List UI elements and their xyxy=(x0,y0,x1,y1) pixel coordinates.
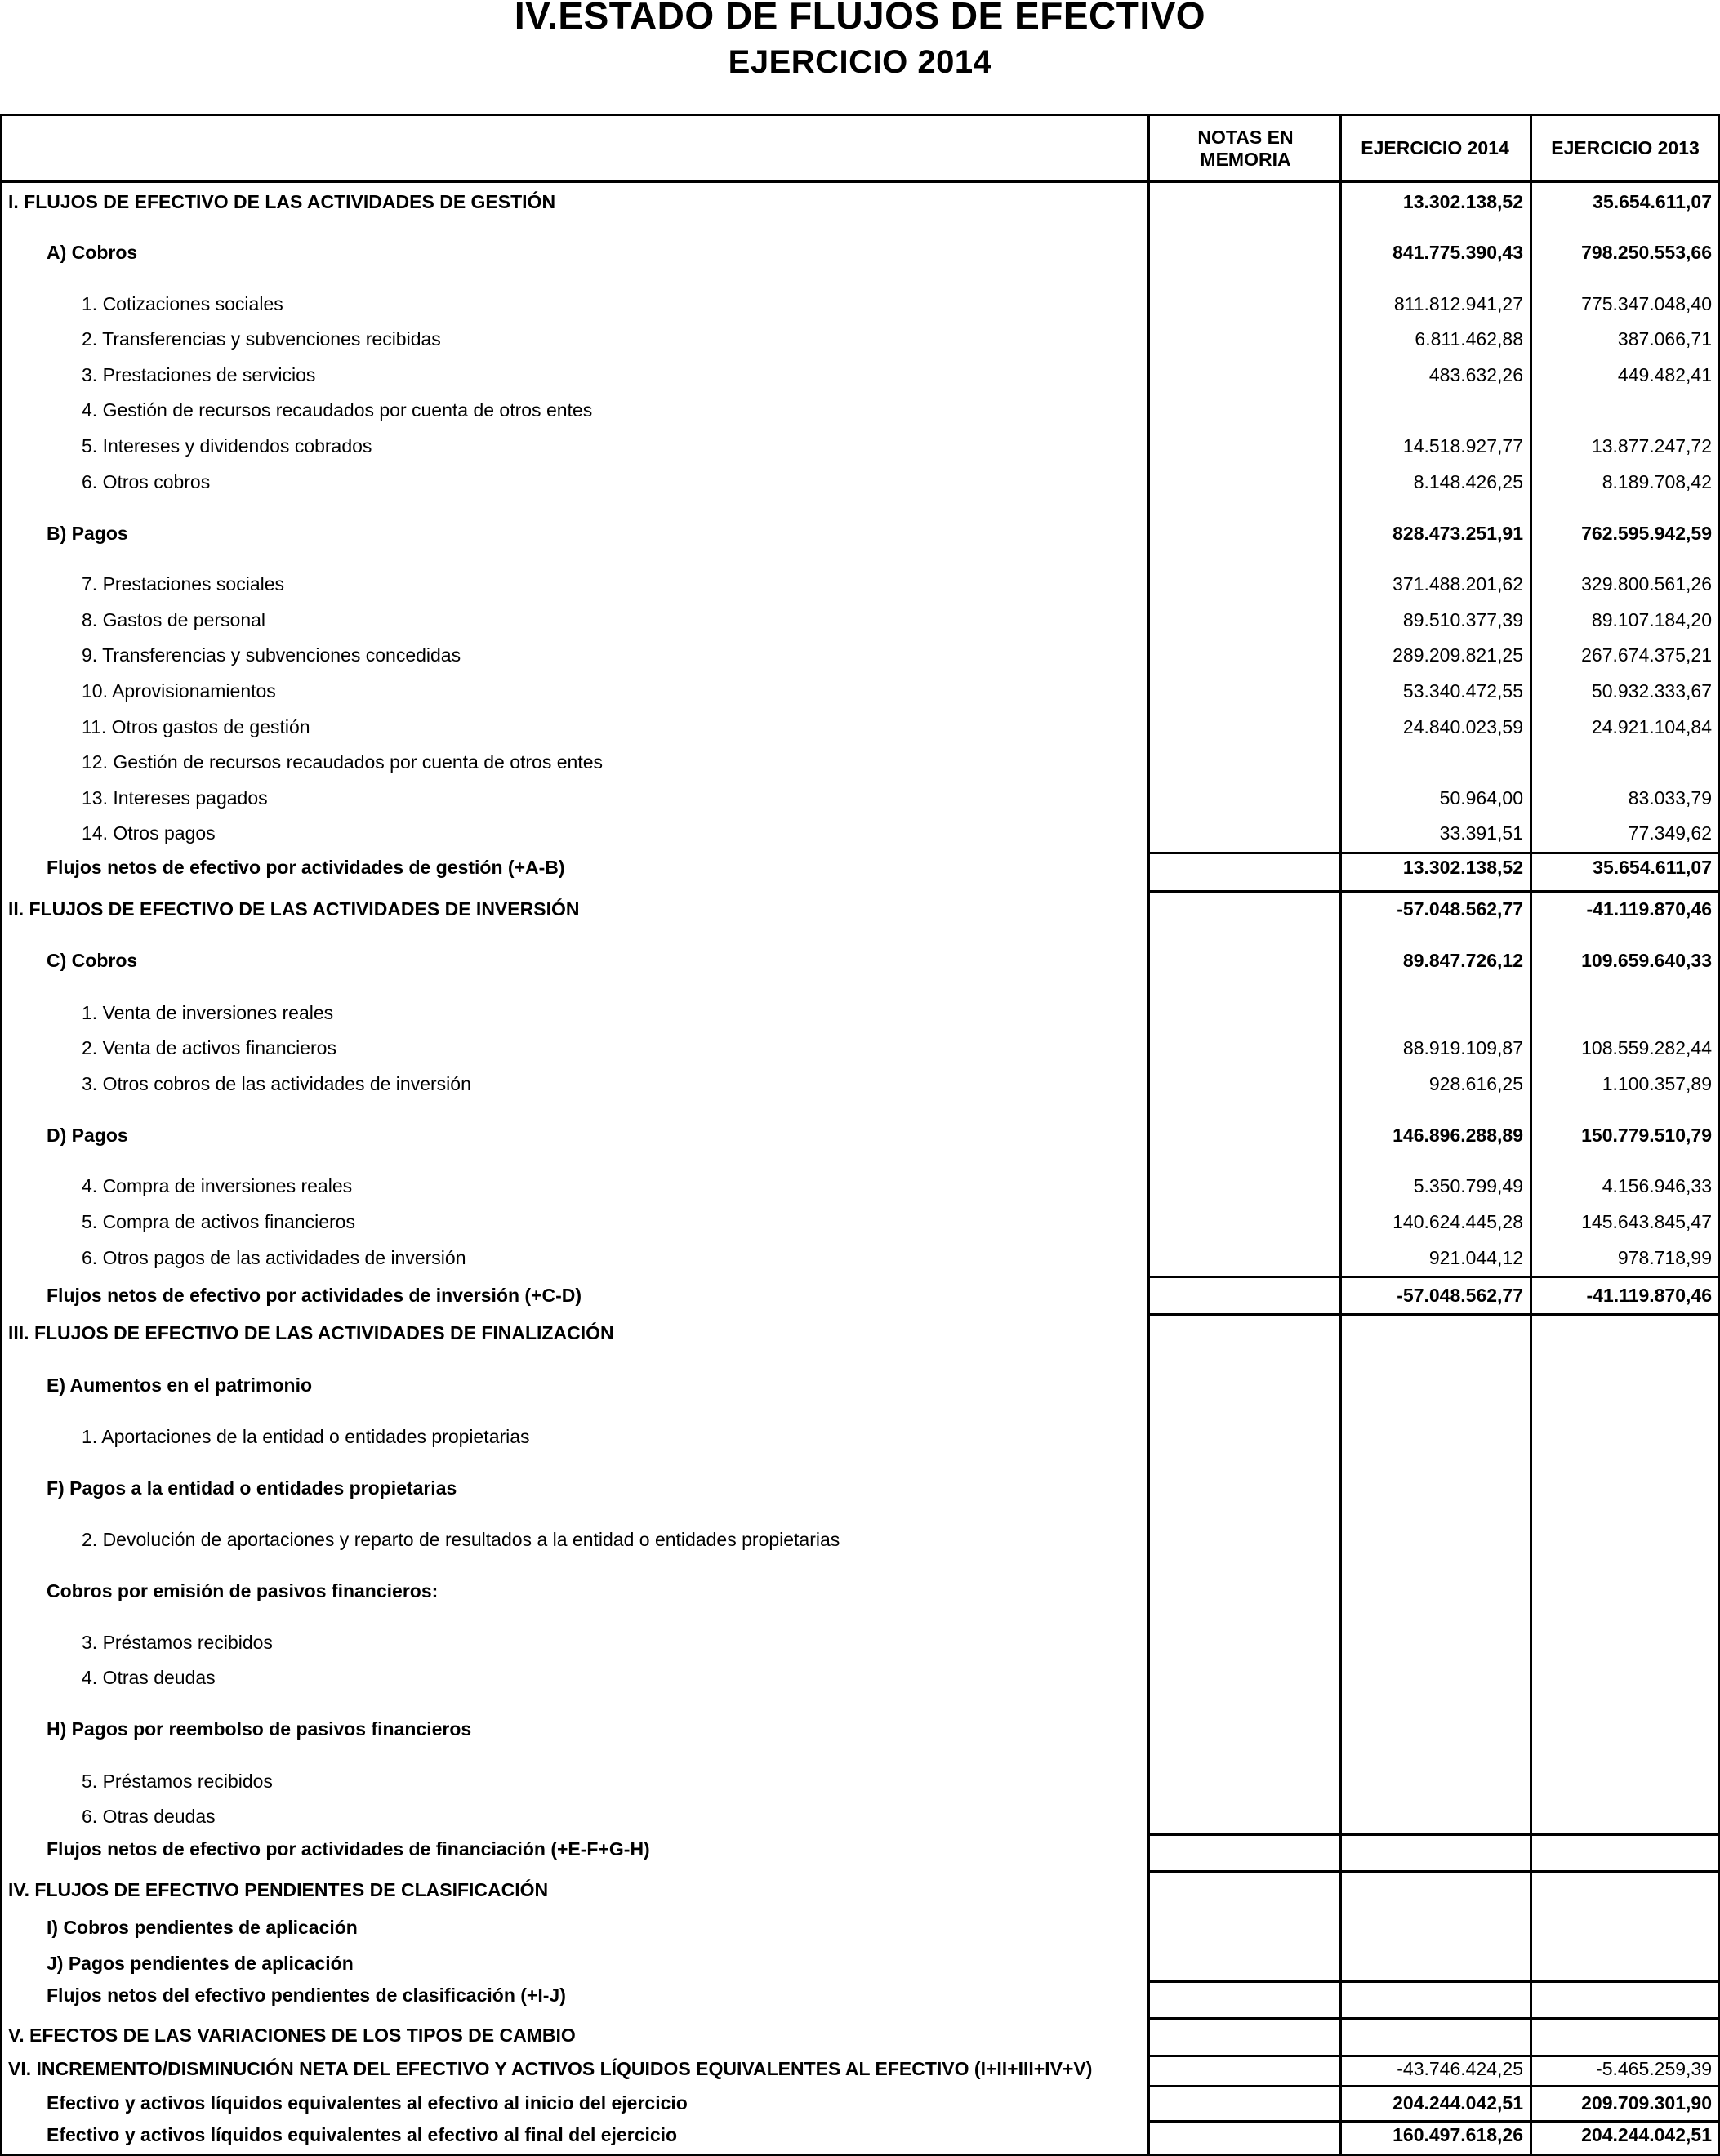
value-2013: 77.349,62 xyxy=(1628,822,1712,844)
value-2013: 89.107.184,20 xyxy=(1591,609,1712,630)
row-label: C) Cobros xyxy=(47,950,138,971)
row-label: 14. Otros pagos xyxy=(82,822,216,844)
row-label: 5. Compra de activos financieros xyxy=(82,1211,355,1232)
value-2013: 449.482,41 xyxy=(1617,364,1712,385)
value-2014: 14.518.927,77 xyxy=(1402,435,1523,457)
value-2013: -5.465.259,39 xyxy=(1596,2058,1712,2079)
subtotal-rule xyxy=(1147,852,1719,854)
value-2013: 8.189.708,42 xyxy=(1602,471,1712,492)
row-label: V. EFECTOS DE LAS VARIACIONES DE LOS TIPOS DE CAMBIO xyxy=(8,2025,576,2046)
row-label: 8. Gastos de personal xyxy=(82,609,266,630)
page-subtitle: EJERCICIO 2014 xyxy=(728,44,992,80)
value-2013: 387.066,71 xyxy=(1617,328,1712,350)
value-2014: 371.488.201,62 xyxy=(1392,573,1523,595)
value-2013: 35.654.611,07 xyxy=(1593,857,1712,878)
row-label: 10. Aprovisionamientos xyxy=(82,680,276,702)
row-label: 4. Gestión de recursos recaudados por cuenta de otros entes xyxy=(82,399,593,421)
header-2014: EJERCICIO 2014 xyxy=(1361,137,1509,158)
value-2014: -57.048.562,77 xyxy=(1397,1285,1523,1306)
value-2014: 13.302.138,52 xyxy=(1402,191,1523,212)
row-label: Flujos netos del efectivo pendientes de clasificación (+I-J) xyxy=(47,1984,566,2006)
row-label: Cobros por emisión de pasivos financieros: xyxy=(47,1580,439,1601)
row-label: F) Pagos a la entidad o entidades propietarias xyxy=(47,1477,457,1499)
subtotal-rule xyxy=(1147,890,1719,893)
row-label: A) Cobros xyxy=(47,242,138,263)
row-label: Efectivo y activos líquidos equivalentes al efectivo al inicio del ejercicio xyxy=(47,2092,688,2114)
row-label: 2. Devolución de aportaciones y reparto de resultados a la entidad o entidades propietarias xyxy=(82,1529,840,1550)
value-2013: 145.643.845,47 xyxy=(1581,1211,1712,1232)
value-2014: 8.148.426,25 xyxy=(1413,471,1523,492)
row-label: 4. Compra de inversiones reales xyxy=(82,1175,353,1196)
value-2014: 483.632,26 xyxy=(1428,364,1523,385)
subtotal-rule xyxy=(1147,2120,1719,2123)
value-2014: 160.497.618,26 xyxy=(1392,2124,1523,2145)
value-2013: 267.674.375,21 xyxy=(1581,644,1712,666)
row-label: 3. Otros cobros de las actividades de inversión xyxy=(82,1073,471,1094)
value-2013: 24.921.104,84 xyxy=(1591,716,1712,737)
subtotal-rule xyxy=(1147,2055,1719,2057)
value-2014: 841.775.390,43 xyxy=(1392,242,1523,263)
subtotal-rule xyxy=(1147,1313,1719,1316)
row-label: 1. Venta de inversiones reales xyxy=(82,1002,334,1023)
value-2014: 204.244.042,51 xyxy=(1392,2092,1523,2114)
row-label: IV. FLUJOS DE EFECTIVO PENDIENTES DE CLASIFICACIÓN xyxy=(8,1879,549,1900)
value-2013: 978.718,99 xyxy=(1617,1247,1712,1268)
row-label: B) Pagos xyxy=(47,523,128,544)
table-top-border xyxy=(0,114,1719,116)
value-2013: 329.800.561,26 xyxy=(1581,573,1712,595)
value-2014: 146.896.288,89 xyxy=(1392,1125,1523,1146)
row-label: 6. Otros cobros xyxy=(82,471,211,492)
value-2014: 33.391,51 xyxy=(1439,822,1523,844)
value-2014: 828.473.251,91 xyxy=(1392,523,1523,544)
row-label: III. FLUJOS DE EFECTIVO DE LAS ACTIVIDADES DE FINALIZACIÓN xyxy=(8,1322,614,1343)
value-2014: 89.847.726,12 xyxy=(1402,950,1523,971)
row-label: 2. Venta de activos financieros xyxy=(82,1037,336,1058)
row-label: E) Aumentos en el patrimonio xyxy=(47,1374,313,1396)
row-label: Efectivo y activos líquidos equivalentes al efectivo al final del ejercicio xyxy=(47,2124,678,2145)
value-2013: 4.156.946,33 xyxy=(1602,1175,1712,1196)
value-2014: 928.616,25 xyxy=(1428,1073,1523,1094)
row-label: 6. Otros pagos de las actividades de inversión xyxy=(82,1247,466,1268)
value-2014: 921.044,12 xyxy=(1428,1247,1523,1268)
value-2013: 83.033,79 xyxy=(1628,787,1712,808)
row-label: Flujos netos de efectivo por actividades de inversión (+C-D) xyxy=(47,1285,582,1306)
row-label: 3. Prestaciones de servicios xyxy=(82,364,316,385)
subtotal-rule xyxy=(1147,1276,1719,1278)
value-2014: 13.302.138,52 xyxy=(1402,857,1523,878)
row-label: J) Pagos pendientes de aplicación xyxy=(47,1953,354,1974)
value-2013: 775.347.048,40 xyxy=(1581,293,1712,314)
row-label: 1. Aportaciones de la entidad o entidades propietarias xyxy=(82,1426,530,1447)
value-2013: -41.119.870,46 xyxy=(1586,898,1712,920)
row-label: 7. Prestaciones sociales xyxy=(82,573,285,595)
value-2014: 89.510.377,39 xyxy=(1402,609,1523,630)
value-2013: 108.559.282,44 xyxy=(1581,1037,1712,1058)
row-label: 6. Otras deudas xyxy=(82,1806,216,1827)
subtotal-rule xyxy=(1147,2085,1719,2087)
value-2013: 209.709.301,90 xyxy=(1581,2092,1712,2114)
row-label: 5. Intereses y dividendos cobrados xyxy=(82,435,372,457)
row-label: D) Pagos xyxy=(47,1125,128,1146)
value-2013: 762.595.942,59 xyxy=(1581,523,1712,544)
header-2013: EJERCICIO 2013 xyxy=(1551,137,1700,158)
row-label: VI. INCREMENTO/DISMINUCIÓN NETA DEL EFECTIVO Y ACTIVOS LÍQUIDOS EQUIVALENTES AL EFECTIVO (I+II+III+IV+V) xyxy=(8,2058,1093,2079)
value-2014: 811.812.941,27 xyxy=(1393,293,1523,314)
row-label: 11. Otros gastos de gestión xyxy=(82,716,310,737)
value-2014: 289.209.821,25 xyxy=(1392,644,1523,666)
value-2014: 53.340.472,55 xyxy=(1402,680,1523,702)
row-label: 9. Transferencias y subvenciones concedidas xyxy=(82,644,461,666)
subtotal-rule xyxy=(1147,1833,1719,1836)
row-label: II. FLUJOS DE EFECTIVO DE LAS ACTIVIDADES DE INVERSIÓN xyxy=(8,898,580,920)
value-2013: 150.779.510,79 xyxy=(1581,1125,1712,1146)
page-title: IV.ESTADO DE FLUJOS DE EFECTIVO xyxy=(514,0,1206,37)
value-2013: 50.932.333,67 xyxy=(1591,680,1712,702)
row-label: 12. Gestión de recursos recaudados por cuenta de otros entes xyxy=(82,751,604,773)
value-2013: -41.119.870,46 xyxy=(1586,1285,1712,1306)
value-2013: 204.244.042,51 xyxy=(1581,2124,1712,2145)
value-2014: 24.840.023,59 xyxy=(1402,716,1523,737)
row-label: Flujos netos de efectivo por actividades de financiación (+E-F+G-H) xyxy=(47,1838,650,1860)
value-2013: 35.654.611,07 xyxy=(1593,191,1712,212)
value-2013: 13.877.247,72 xyxy=(1591,435,1712,457)
row-label: 5. Préstamos recibidos xyxy=(82,1771,273,1792)
value-2014: -43.746.424,25 xyxy=(1397,2058,1523,2079)
row-label: I. FLUJOS DE EFECTIVO DE LAS ACTIVIDADES DE GESTIÓN xyxy=(8,191,556,212)
subtotal-rule xyxy=(1147,2017,1719,2020)
subtotal-rule xyxy=(1147,1870,1719,1873)
row-label: I) Cobros pendientes de aplicación xyxy=(47,1917,358,1938)
value-2014: 50.964,00 xyxy=(1439,787,1523,808)
row-label: 1. Cotizaciones sociales xyxy=(82,293,283,314)
value-2013: 1.100.357,89 xyxy=(1602,1073,1712,1094)
value-2014: 140.624.445,28 xyxy=(1392,1211,1523,1232)
value-2013: 109.659.640,33 xyxy=(1581,950,1712,971)
row-label: Flujos netos de efectivo por actividades de gestión (+A-B) xyxy=(47,857,565,878)
row-label: 4. Otras deudas xyxy=(82,1667,216,1688)
value-2014: 5.350.799,49 xyxy=(1413,1175,1523,1196)
column-separator xyxy=(1147,114,1150,2156)
value-2013: 798.250.553,66 xyxy=(1581,242,1712,263)
row-label: 3. Préstamos recibidos xyxy=(82,1632,273,1653)
row-label: 2. Transferencias y subvenciones recibidas xyxy=(82,328,441,350)
value-2014: 6.811.462,88 xyxy=(1415,328,1523,350)
header-notas: NOTAS EN MEMORIA xyxy=(1197,127,1294,170)
value-2014: -57.048.562,77 xyxy=(1397,898,1523,920)
header-bottom-rule xyxy=(2,180,1718,183)
table-left-border xyxy=(0,114,2,2156)
subtotal-rule xyxy=(1147,1980,1719,1983)
row-label: 13. Intereses pagados xyxy=(82,787,268,808)
value-2014: 88.919.109,87 xyxy=(1402,1037,1523,1058)
row-label: H) Pagos por reembolso de pasivos financieros xyxy=(47,1718,472,1740)
